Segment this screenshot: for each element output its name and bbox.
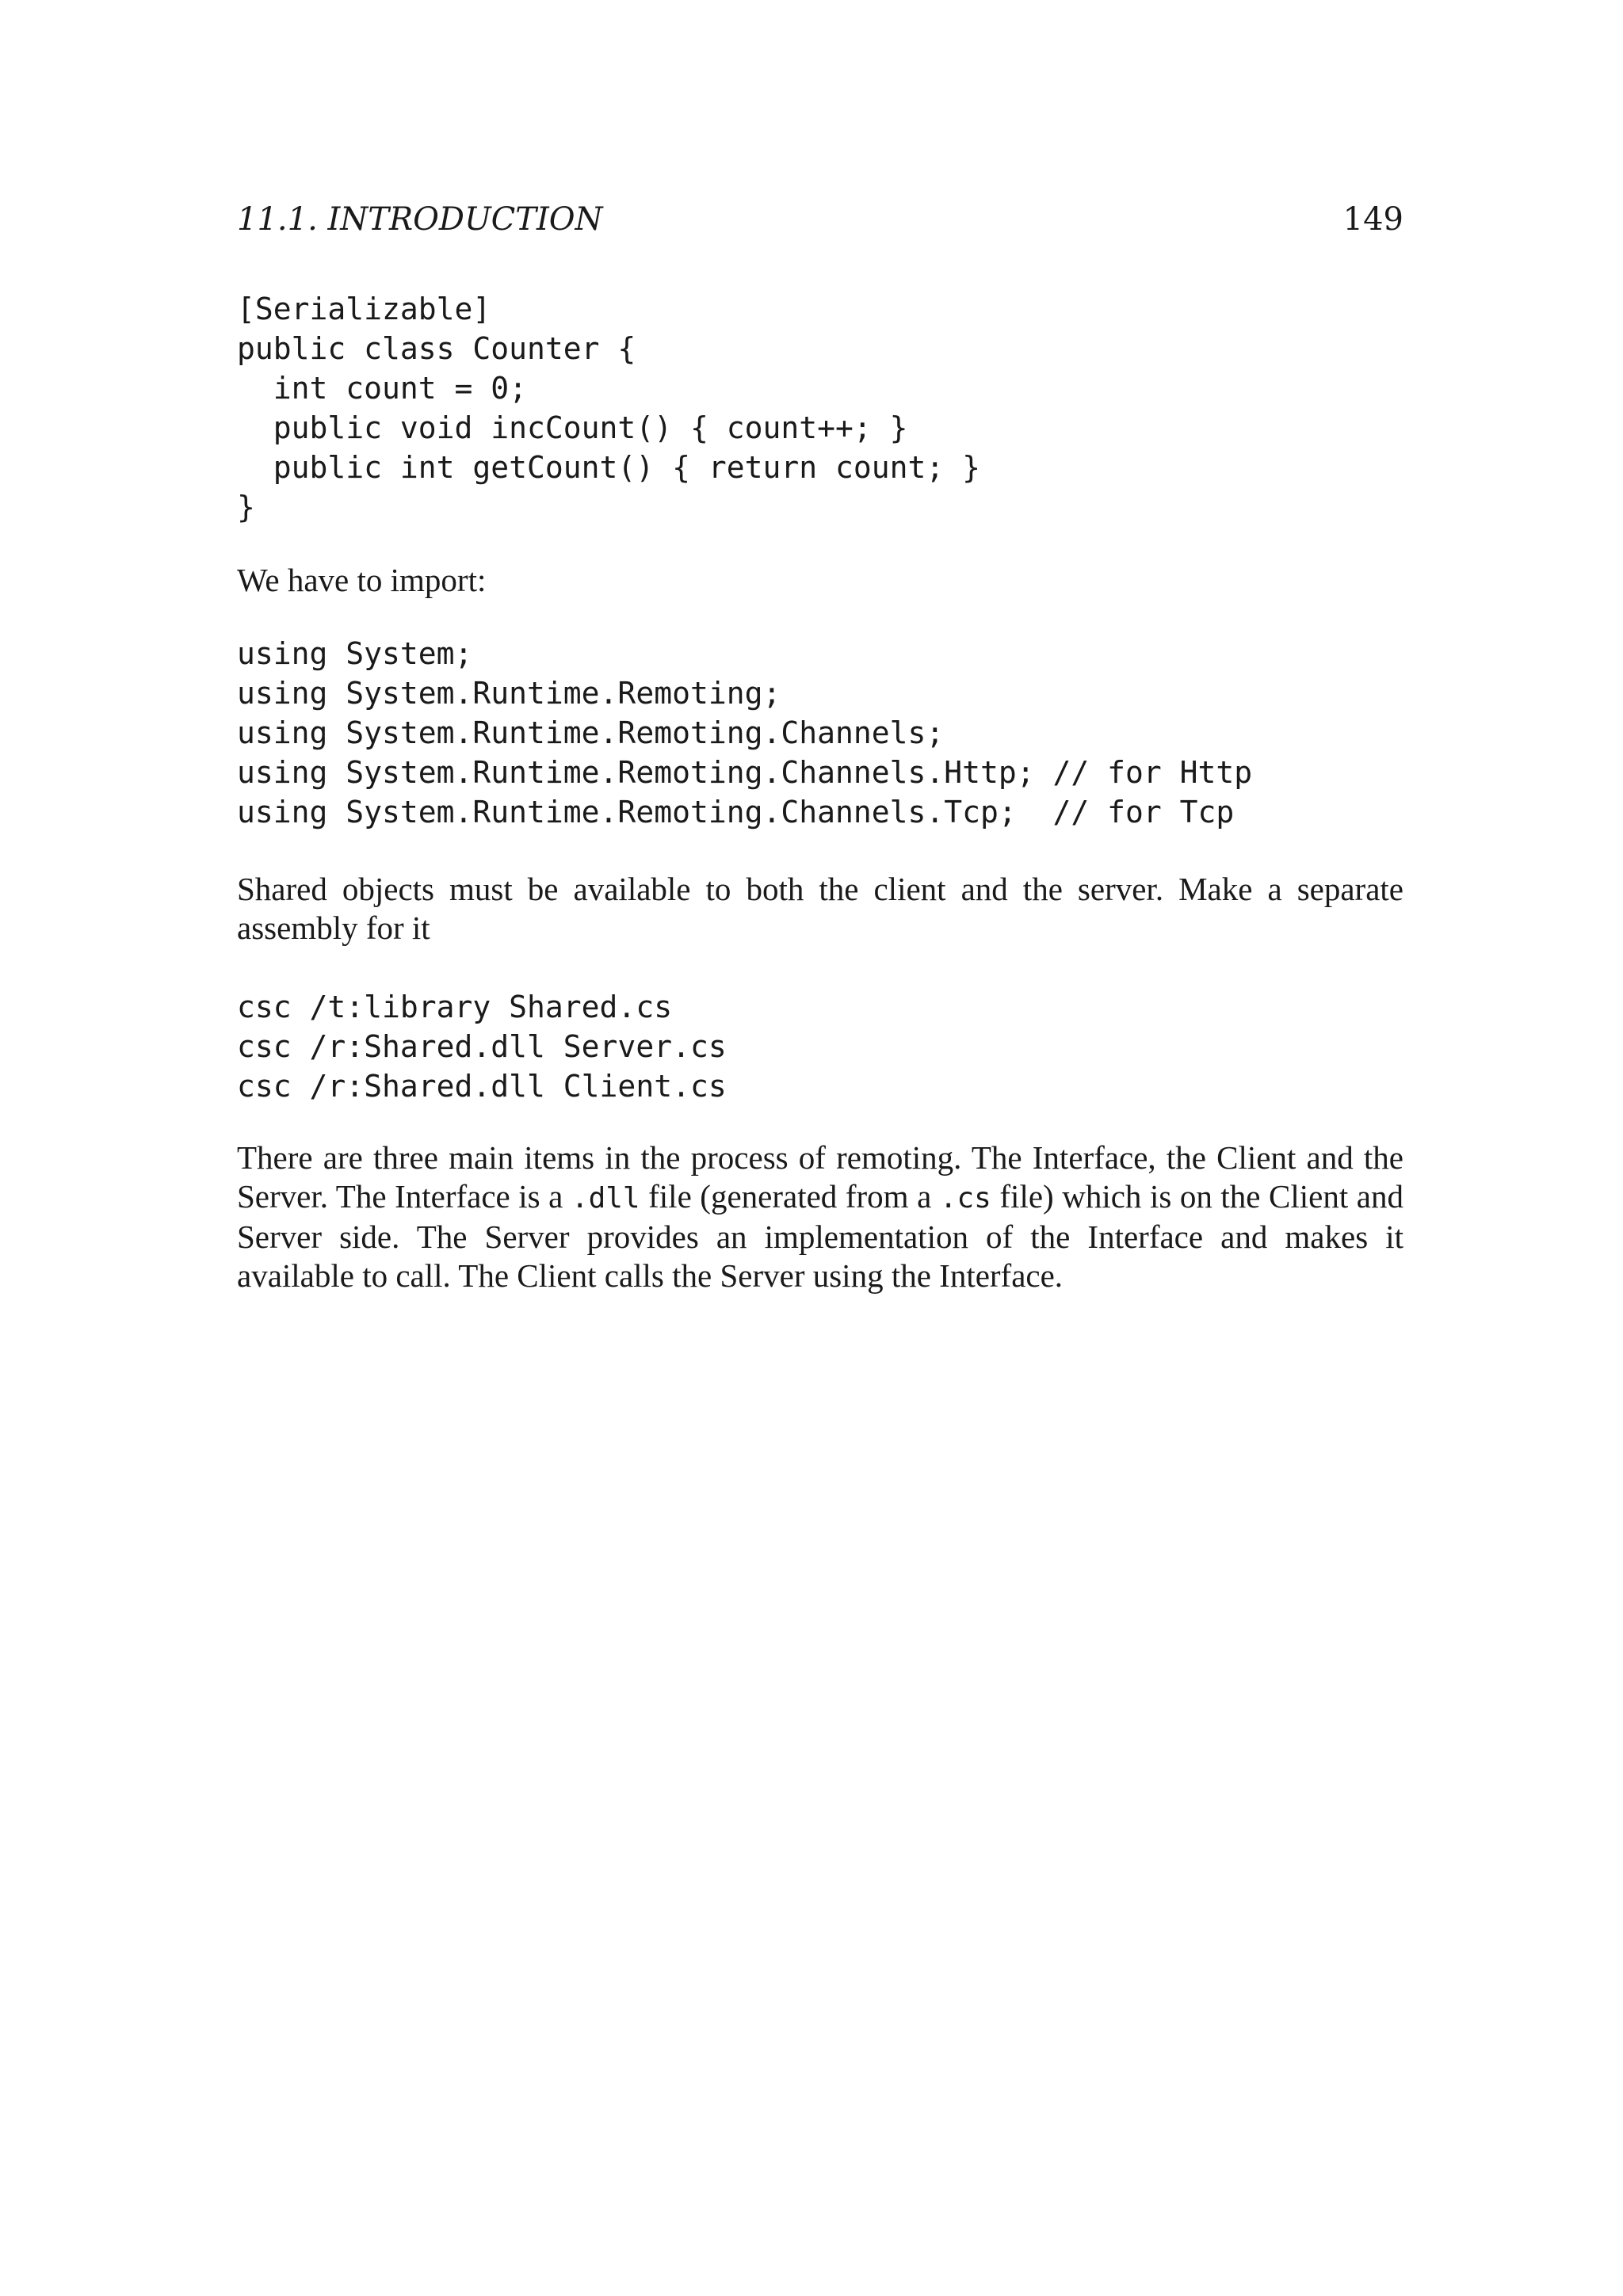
- code-line: public void incCount() { count++; }: [237, 410, 908, 445]
- code-line: csc /r:Shared.dll Client.cs: [237, 1069, 727, 1104]
- code-line: using System.Runtime.Remoting.Channels;: [237, 715, 945, 750]
- inline-code-cs: .cs: [939, 1182, 991, 1215]
- paragraph-import: We have to import:: [237, 562, 487, 598]
- paragraph-remoting-items: [237, 1138, 1403, 1295]
- code-block-compile-commands: [237, 987, 727, 1106]
- code-block-using-directives: [237, 634, 1252, 832]
- code-line: using System;: [237, 636, 473, 671]
- code-line: int count = 0;: [237, 371, 528, 406]
- code-line: [Serializable]: [237, 292, 491, 326]
- code-line: using System.Runtime.Remoting;: [237, 676, 781, 711]
- code-line: csc /t:library Shared.cs: [237, 990, 673, 1024]
- code-line: using System.Runtime.Remoting.Channels.Tcp; // for Tcp: [237, 795, 1235, 830]
- paragraph-text: There are three main items in the process of remoting. The Interface, the Client and the Server. The Interface is a: [237, 1139, 1403, 1215]
- code-line: }: [237, 490, 255, 524]
- code-line: public class Counter {: [237, 331, 636, 366]
- page-number: 149: [1342, 201, 1403, 238]
- code-line: csc /r:Shared.dll Server.cs: [237, 1029, 727, 1064]
- code-line: using System.Runtime.Remoting.Channels.Http; // for Http: [237, 755, 1253, 790]
- inline-code-dll: .dll: [571, 1182, 640, 1215]
- code-line: public int getCount() { return count; }: [237, 450, 980, 485]
- paragraph-text: file) which is on the Client and Server side. The Server provides an implementation of the Interface and makes it available to call. The Client calls the Server using the Interface.: [237, 1178, 1403, 1294]
- paragraph-shared-objects: Shared objects must be available to both the client and the server. Make a separate assembly for it: [237, 871, 1403, 946]
- paragraph-text: file (generated from a: [640, 1178, 940, 1215]
- code-block-counter-class: [237, 289, 980, 527]
- section-title: 11.1. INTRODUCTION: [237, 201, 603, 238]
